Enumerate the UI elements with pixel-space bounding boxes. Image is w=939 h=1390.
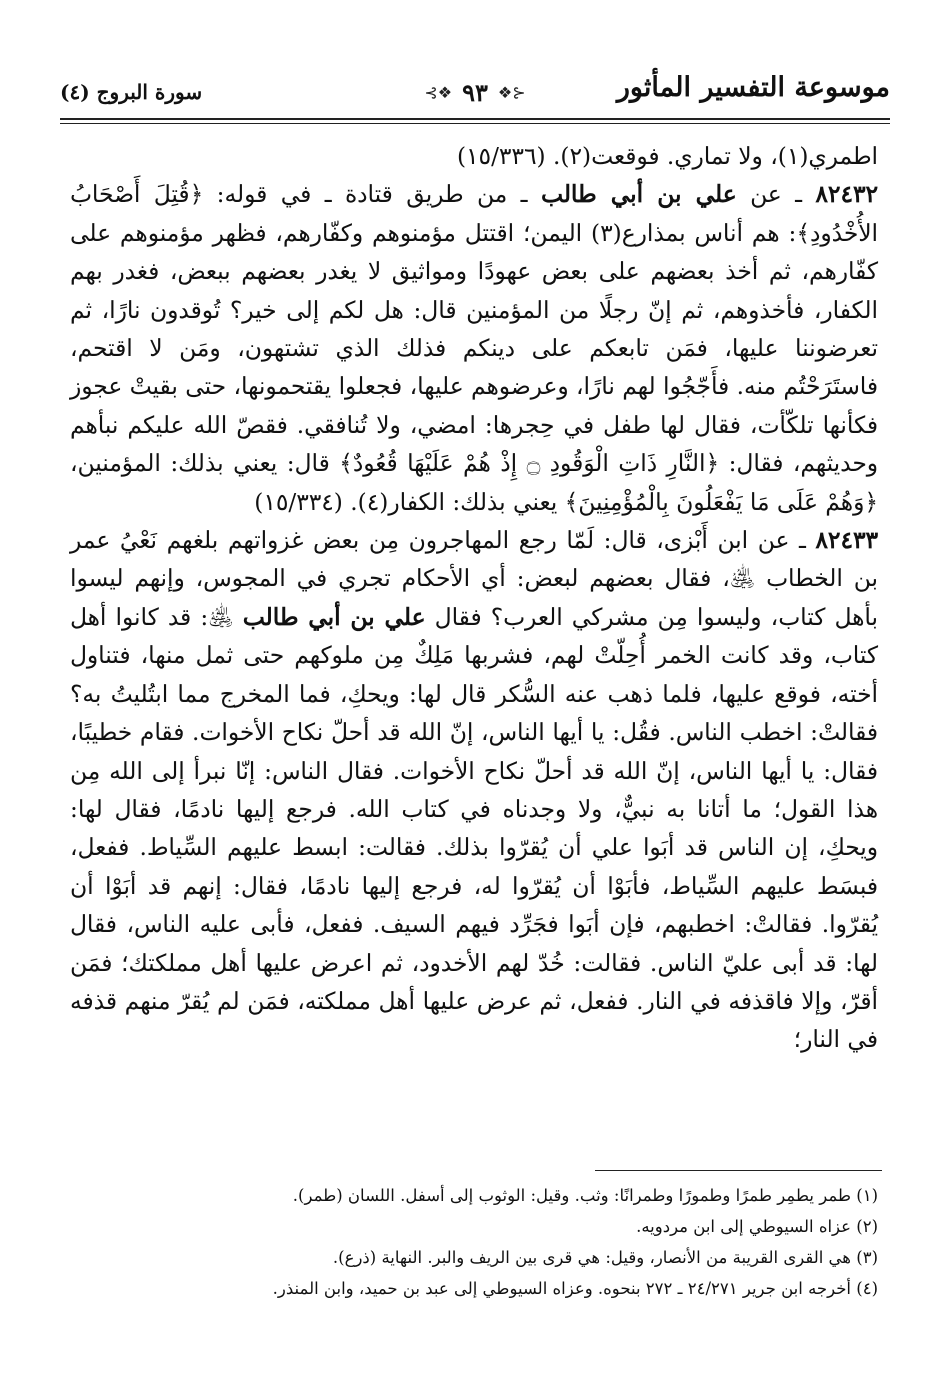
narrator-name: علي بن أبي طالب [540,181,737,209]
footnote: (٢) عزاه السيوطي إلى ابن مردويه. [636,1217,878,1236]
book-title: موسوعة التفسير المأثور [616,72,890,103]
header-rule-thin [60,123,890,124]
page-number-block [424,78,525,107]
hadith-82432 [70,176,878,522]
footnote: (١) طمر يطمِر طمرًا وطمورًا وطمرانًا: وثب. وقيل: الوثوب إلى أسفل. اللسان (طمر). [292,1186,878,1205]
footnotes [70,1180,878,1304]
hadith-text: ـ عن ابن أَبْزى، قال: لَمّا رجع المهاجرون مِن بعض غزواتهم بلغهم نَعْيُ عمر بن الخطاب ﵁، فقال بعضهم لبعض: أي الأحكام تجري في المجوس، وإنهم ليسوا بأهل كتاب، وليسوا مِن مشركي العرب؟ فقال [70,527,878,631]
footnote-rule [595,1170,882,1171]
hadith-82433 [70,522,878,1060]
narrator-name: علي بن أبي طالب [242,603,426,631]
hadith-number: ٨٢٤٣٣ [815,527,878,555]
hadith-text: ـ من طريق قتادة ـ في قوله: ﴿قُتِلَ أَصْحَابُ الأُخْدُودِ﴾: هم أناس بمذارع(٣) اليمن؛ اقتتل مؤمنوهم وكفّارهم، فظهر مؤمنوهم على كفّارهم، ثم أخذ بعضهم على بعض عهودًا ومواثيق لا يغدر بعضهم ببعض، فغدر بهم الكفار، فأخذوهم، ثم إنّ رجلًا من المؤمنين قال: هل لكم إلى خير؟ تُوقدون نارًا، ثم تعرضوننا عليها، فمَن تابعكم على دينكم فذلك الذي تشتهون، ومَن لا اقتحم، فاستَرَحْتُم منه. فأَجّجُوا لهم نارًا، وعرضوهم عليها، فجعلوا يقتحمونها، حتى بقيتْ عجوز فكأنها تلكّأت، فقال لها طفل في حِجرها: امضي، ولا تُنافقي. فقصّ الله عليكم نبأهم وحديثهم، فقال: ﴿النَّارِ ذَاتِ الْوَقُودِ ۝ إِذْ هُمْ عَلَيْهَا قُعُودٌ﴾ قال: يعني بذلك: المؤمنين، ﴿وَهُمْ عَلَى مَا يَفْعَلُونَ بِالْمُؤْمِنِينَ﴾ يعني بذلك: الكفار(٤). (١٥/٣٣٤) [70,181,878,516]
hadith-intro: ـ عن [736,181,816,209]
ornament-left-icon: ⊰❖ [424,83,453,102]
footnote: (٣) هي القرى القريبة من الأنصار، وقيل: هي قرى بين الريف والبر. النهاية (ذرع). [332,1248,878,1267]
hadith-number: ٨٢٤٣٢ [815,181,878,209]
surah-name: سورة البروج (٤) [60,80,203,104]
ornament-right-icon: ❖⊱ [497,83,526,102]
hadith-text: ﵁: قد كانوا أهل كتاب، وقد كانت الخمر أُحِلّتْ لهم، فشربها مَلِكٌ مِن ملوكهم حتى ثمل منها، فتناول أخته، فوقع عليها، فلما ذهب عنه السُّكر قال لها: ويحكِ، فما المخرج مما ابتُليتُ به؟ فقالتْ: اخطب الناس. فقُل: يا أيها الناس، إنّ الله قد أحلّ نكاح الأخوات. فقام خطيبًا، فقال: يا أيها الناس، إنّ الله قد أحلّ نكاح الأخوات. فقال الناس: إنّا نبرأ إلى الله مِن هذا القول؛ ما أتانا به نبيٌّ، ولا وجدناه في كتاب الله. فرجع إليها نادمًا، فقال لها: ويحكِ، إن الناس قد أبَوا علي أن يُقرّوا بذلك. فقالت: ابسط عليهم السِّياط. ففعل، فبسَط عليهم السِّياط، فأبَوْا أن يُقرّوا له، فرجع إليها نادمًا، فقال: إنهم قد أبَوْا أن يُقرّوا. فقالتْ: اخطبهم، فإن أبَوا فجَرِّد فيهم السيف. ففعل، فأبى عليه الناس، فقال لها: قد أبى عليّ الناس. فقالت: خُدّ لهم الأخدود، ثم اعرض عليها أهل مملكتك؛ فمَن أقرّ، وإلا فاقذفه في النار. ففعل، ثم عرض عليها أهل مملكته، فمَن لم يُقرّ منهم قذفه في النار؛ [70,603,878,1054]
paragraph-continuation: اطمري(١)، ولا تماري. فوقعت(٢). (١٥/٣٣٦) [456,143,878,170]
header-rule [60,118,890,120]
page-number: ٩٣ [462,78,488,107]
footnote: (٤) أخرجه ابن جرير ٢٤/٢٧١ ـ ٢٧٢ بنحوه. وعزاه السيوطي إلى عبد بن حميد، وابن المنذر. [272,1279,878,1298]
main-text [70,138,878,1060]
page-header [60,66,890,118]
